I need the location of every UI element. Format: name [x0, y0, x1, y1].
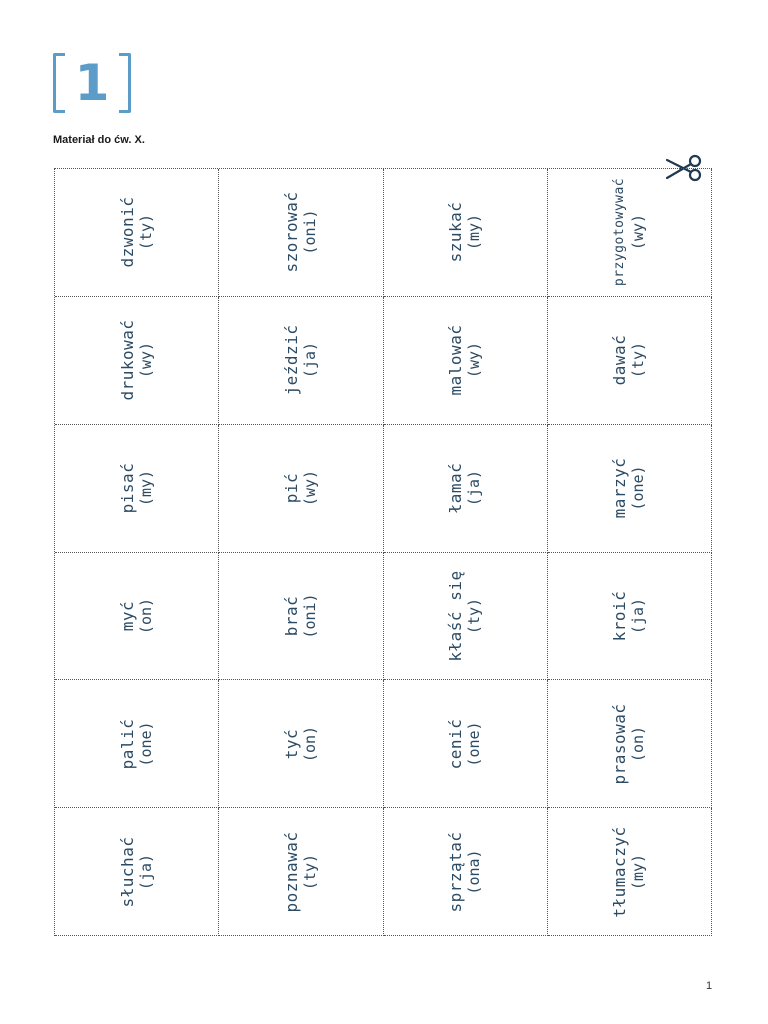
- flashcard-pronoun: (one): [629, 465, 648, 511]
- flashcard-pronoun: (ona): [465, 849, 484, 895]
- flashcard-content: [119, 718, 155, 769]
- flashcard-content: [119, 463, 155, 514]
- flashcard-content: [447, 325, 483, 396]
- flashcard: [55, 425, 219, 553]
- flashcard-verb: kroić: [610, 590, 630, 642]
- flashcard-pronoun: (my): [136, 470, 155, 507]
- flashcard-verb: sprzątać: [446, 831, 466, 913]
- flashcard-pronoun: (wy): [300, 470, 319, 507]
- flashcard-verb: pisać: [117, 462, 137, 514]
- flashcard-content: [283, 593, 319, 638]
- flashcard-verb: marzyć: [610, 457, 630, 519]
- flashcard-content: [119, 598, 155, 634]
- flashcard-content: [283, 470, 319, 506]
- flashcard-pronoun: (ja): [465, 470, 484, 507]
- flashcard-verb: cenić: [446, 718, 466, 770]
- flashcard-verb: tłumaczyć: [610, 825, 630, 918]
- flashcard-verb: palić: [117, 718, 137, 770]
- flashcard-pronoun: (one): [136, 721, 155, 767]
- flashcard-pronoun: (on): [136, 597, 155, 634]
- flashcard-pronoun: (wy): [465, 342, 484, 379]
- flashcard: [55, 169, 219, 297]
- flashcard-content: [447, 202, 483, 263]
- flashcard-content: [447, 463, 483, 514]
- flashcard-content: [119, 836, 155, 907]
- flashcard-pronoun: (ty): [629, 342, 648, 379]
- flashcard-pronoun: (ty): [300, 853, 319, 890]
- right-bracket: [119, 53, 131, 113]
- flashcard: [548, 808, 712, 936]
- flashcard-content: [611, 591, 647, 642]
- flashcard-pronoun: (on): [300, 725, 319, 762]
- flashcard-content: [283, 726, 319, 762]
- page-number: 1: [706, 980, 713, 992]
- flashcard-content: [447, 718, 483, 769]
- flashcard-verb: kłaść się: [446, 570, 466, 662]
- flashcard: [219, 808, 383, 936]
- flashcard-pronoun: (ja): [136, 853, 155, 890]
- flashcard-content: [283, 831, 319, 912]
- flashcard: [384, 680, 548, 808]
- flashcard-verb: szorować: [281, 191, 301, 273]
- flashcard-pronoun: (my): [465, 214, 484, 251]
- flashcard-verb: pić: [281, 472, 301, 504]
- flashcard-content: [119, 320, 155, 401]
- flashcard-pronoun: (ja): [629, 597, 648, 634]
- flashcard: [384, 808, 548, 936]
- flashcard: [219, 297, 383, 425]
- flashcard-verb: poznawać: [281, 831, 301, 913]
- flashcard: [384, 297, 548, 425]
- flashcard-content: [611, 703, 647, 784]
- flashcard-content: [611, 458, 647, 519]
- flashcard-verb: drukować: [117, 319, 137, 401]
- exercise-caption: Materiał do ćw. X.: [53, 134, 145, 146]
- flashcard-pronoun: (one): [465, 721, 484, 767]
- flashcard: [55, 680, 219, 808]
- flashcard: [548, 553, 712, 681]
- flashcard-verb: jeździć: [281, 324, 301, 396]
- flashcard-pronoun: (my): [629, 853, 648, 890]
- flashcard: [384, 169, 548, 297]
- flashcard-verb: dzwonić: [117, 196, 137, 268]
- flashcard: [548, 297, 712, 425]
- unit-number-badge: [53, 53, 131, 117]
- flashcard-content: [447, 831, 483, 912]
- flashcard: [548, 169, 712, 297]
- flashcard-verb: łamać: [446, 462, 466, 514]
- flashcard-content: [283, 325, 319, 396]
- flashcard-verb: malować: [446, 324, 466, 396]
- flashcard-verb: słuchać: [117, 836, 137, 908]
- unit-number: 1: [74, 54, 110, 112]
- flashcard: [384, 553, 548, 681]
- flashcard-content: [611, 826, 647, 917]
- flashcard-pronoun: (oni): [300, 593, 319, 639]
- flashcard: [548, 425, 712, 553]
- flashcard-verb: brać: [281, 595, 301, 637]
- flashcard: [219, 680, 383, 808]
- flashcard: [55, 553, 219, 681]
- flashcard-verb: prasować: [610, 703, 630, 785]
- flashcard-pronoun: (on): [629, 725, 648, 762]
- flashcard-pronoun: (wy): [136, 342, 155, 379]
- flashcard-content: [611, 178, 647, 286]
- flashcard-verb: dawać: [610, 334, 630, 386]
- flashcard-verb: szukać: [446, 202, 466, 263]
- flashcard-content: [283, 192, 319, 273]
- flashcard-verb: myć: [117, 600, 137, 632]
- flashcard-content: [119, 197, 155, 268]
- flashcard: [548, 680, 712, 808]
- flashcard: [219, 553, 383, 681]
- flashcard-pronoun: (ty): [465, 597, 484, 634]
- flashcard-verb: tyć: [281, 728, 301, 759]
- flashcard-content: [447, 570, 483, 661]
- flashcard: [55, 297, 219, 425]
- flashcard-pronoun: (ja): [300, 342, 319, 379]
- flashcard: [384, 425, 548, 553]
- flashcard: [219, 169, 383, 297]
- flashcard-pronoun: (ty): [136, 214, 155, 251]
- flashcard-verb: przygotowywać: [612, 178, 628, 287]
- flashcard-grid: [54, 168, 712, 936]
- flashcard-pronoun: (oni): [300, 209, 319, 255]
- flashcard-pronoun: (wy): [629, 214, 648, 251]
- flashcard-content: [611, 335, 647, 386]
- flashcard: [55, 808, 219, 936]
- flashcard: [219, 425, 383, 553]
